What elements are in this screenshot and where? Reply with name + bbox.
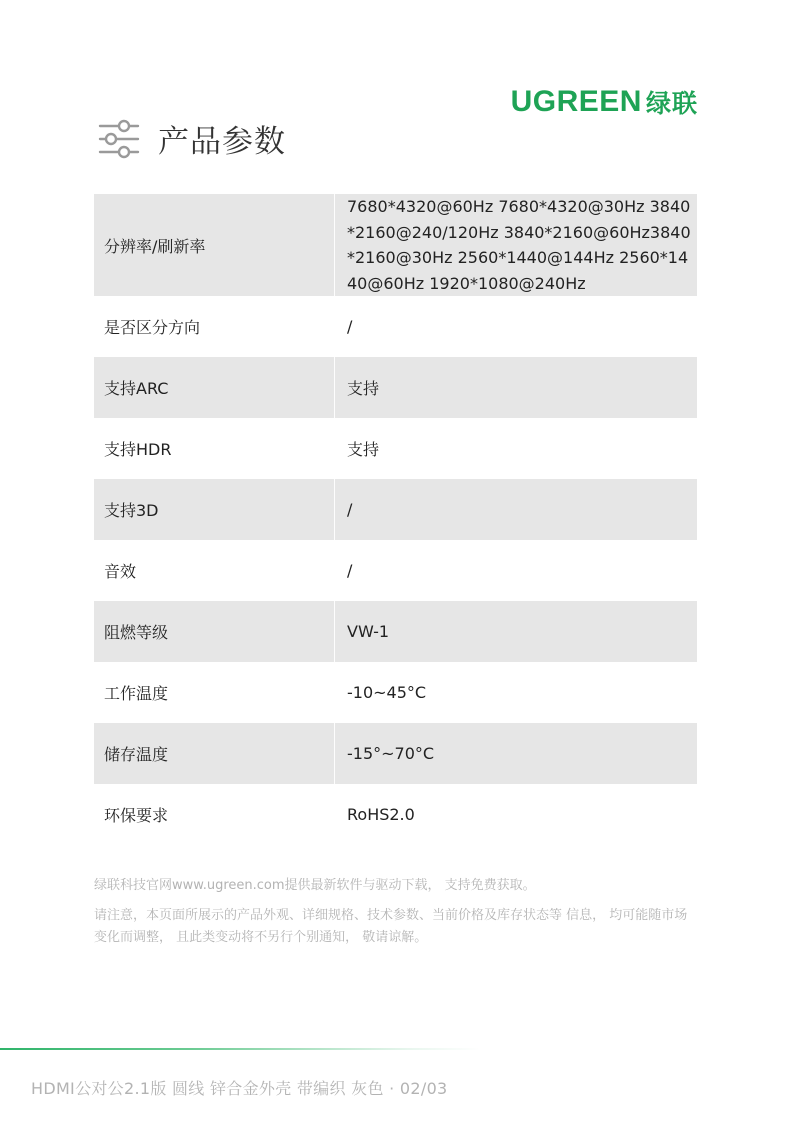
brand-name-cn: 绿联 <box>645 89 698 118</box>
brand-name-en: UGREEN <box>510 85 642 118</box>
spec-label: 支持3D <box>104 501 159 520</box>
spec-label: 储存温度 <box>104 745 169 764</box>
spec-label: 支持ARC <box>104 379 169 398</box>
page-footer: HDMI公对公2.1版 圆线 锌合金外壳 带编织 灰色 · 02/03 <box>31 1079 448 1098</box>
brand-logo <box>511 84 698 120</box>
spec-row-resolution <box>94 194 697 296</box>
spec-label: 阻燃等级 <box>104 623 169 642</box>
spec-label: 是否区分方向 <box>104 318 201 337</box>
spec-row-operating-temp <box>94 662 697 723</box>
spec-value: 支持 <box>334 418 697 479</box>
spec-value: VW-1 <box>334 601 697 662</box>
spec-row-hdr <box>94 418 697 479</box>
spec-value: -15°~70°C <box>334 723 697 784</box>
spec-value: RoHS2.0 <box>334 784 697 845</box>
download-note: 绿联科技官网www.ugreen.com提供最新软件与驱动下载， 支持免费获取。 <box>94 878 536 893</box>
spec-value: 7680*4320@60Hz 7680*4320@30Hz 3840*2160@240/120Hz 3840*2160@60Hz3840*2160@30Hz 2560*1440@144Hz 2560*1440@60Hz 1920*1080@240Hz <box>334 194 697 296</box>
spec-label: 环保要求 <box>104 806 169 825</box>
spec-row-storage-temp <box>94 723 697 784</box>
spec-value: 支持 <box>334 357 697 418</box>
spec-value: / <box>334 540 697 601</box>
spec-value: / <box>334 296 697 357</box>
spec-row-audio <box>94 540 697 601</box>
spec-label: 分辨率/刷新率 <box>104 236 206 256</box>
footer-divider <box>0 1048 480 1050</box>
spec-table <box>94 194 697 845</box>
spec-label: 支持HDR <box>104 440 172 459</box>
spec-value: -10~45°C <box>334 662 697 723</box>
spec-row-flame-rating <box>94 601 697 662</box>
spec-row-direction <box>94 296 697 357</box>
section-header <box>98 116 286 161</box>
notes-block <box>94 876 694 949</box>
spec-row-arc <box>94 357 697 418</box>
spec-label: 工作温度 <box>104 684 169 703</box>
spec-row-3d <box>94 479 697 540</box>
sliders-icon <box>98 118 140 160</box>
spec-label: 音效 <box>104 562 137 581</box>
spec-value: / <box>334 479 697 540</box>
page-title: 产品参数 <box>158 124 286 160</box>
spec-row-environmental <box>94 784 697 845</box>
disclaimer-note: 请注意，本页面所展示的产品外观、详细规格、技术参数、当前价格及库存状态等 信息， 均可能随市场变化而调整， 且此类变动将不另行个别通知， 敬请谅解。 <box>94 908 688 945</box>
